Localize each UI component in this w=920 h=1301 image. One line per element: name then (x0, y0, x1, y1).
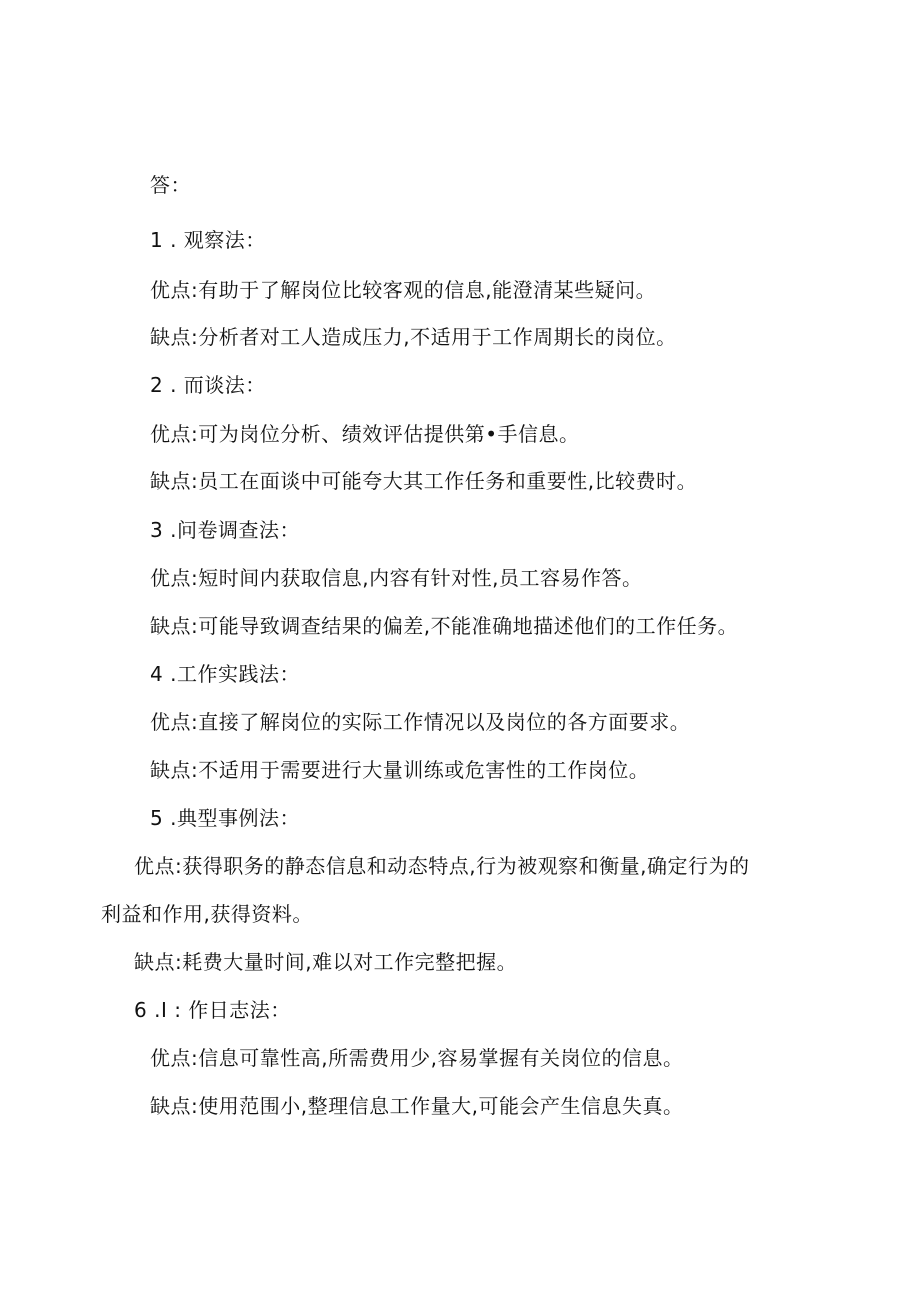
answer-label: 答： (150, 173, 191, 197)
pros-text: 优点:直接了解岗位的实际工作情况以及岗位的各方面要求。 (150, 710, 691, 734)
pros-text: 优点:短时间内获取信息,内容有针对性,员工容易作答。 (150, 566, 643, 590)
cons-text: 缺点:使用范围小,整理信息工作量大,可能会产生信息失真。 (150, 1094, 684, 1118)
pros-text: 优点:信息可靠性高,所需费用少,容易掌握有关岗位的信息。 (150, 1046, 684, 1070)
section-heading: 2 . 而谈法： (150, 373, 266, 397)
section-heading: 4 .工作实践法： (150, 662, 300, 686)
cons-text: 缺点:分析者对工人造成压力,不适用于工作周期长的岗位。 (150, 325, 677, 349)
section-heading: 1 . 观察法： (150, 228, 266, 252)
pros-text: 优点:可为岗位分析、绩效评估提供第•手信息。 (150, 422, 580, 446)
cons-text: 缺点:耗费大量时间,难以对工作完整把握。 (134, 950, 518, 974)
section-heading: 6 .I : 作日志法： (134, 998, 291, 1022)
pros-text-continued: 利益和作用,获得资料。 (101, 902, 313, 926)
cons-text: 缺点:可能导致调查结果的偏差,不能准确地描述他们的工作任务。 (150, 614, 739, 638)
pros-text: 优点:获得职务的静态信息和动态特点,行为被观察和衡量,确定行为的 (134, 854, 750, 878)
section-heading: 5 .典型事例法： (150, 806, 300, 830)
pros-text: 优点:有助于了解岗位比较客观的信息,能澄清某些疑问。 (150, 278, 657, 302)
cons-text: 缺点:不适用于需要进行大量训练或危害性的工作岗位。 (150, 758, 650, 782)
section-heading: 3 .问卷调查法： (150, 518, 300, 542)
cons-text: 缺点:员工在面谈中可能夸大其工作任务和重要性,比较费时。 (150, 469, 698, 493)
